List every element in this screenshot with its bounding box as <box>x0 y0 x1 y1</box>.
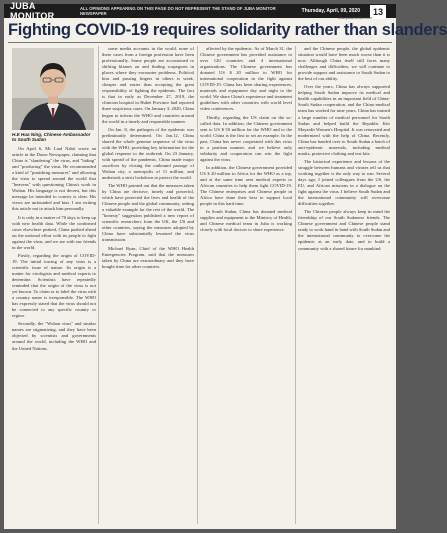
website-url: www.jubamonitor.com <box>337 16 372 20</box>
paragraph: Over the years, China has always supported helping South Sudan improve its medical and health capabilities in an important field of China-South Sudan cooperation, and the China medical team has worked for nine years. China has trained a large number of medical personnel for South Sudan and helped build the Republic Kiir Mayardit Women's Hospital. It was renovated and modernized with the help of China. Recently, China has handed over to South Sudan a batch of anti-epidemic materials, including medical masks, protective clothing and test kits. <box>298 84 390 156</box>
paragraph: and the Chinese people, the global epidemic situation would have been much worse than it is now. Although China itself still faces many challenges and difficulties, we will continue to provide support and assistance to South Sudan to the best of our ability. <box>298 46 390 82</box>
article-column-2 <box>102 46 194 527</box>
article-column-1 <box>12 146 96 526</box>
article-column-3 <box>200 46 292 527</box>
page-number: 13 <box>370 5 386 19</box>
opinion-disclaimer: ALL OPINIONS APPEARING ON THIS PAGE DO NOT REPRESENT THE STAND OF JUBA MONITOR NEWSPAPER <box>80 6 276 16</box>
issue-date: Thursday, April, 09, 2020 <box>301 8 360 14</box>
paragraph: The Chinese people always keep in mind the friendship of our South Sudanese friends. The Chinese government and Chinese people stand ready to work hand in hand with South Sudan and the international community to overcome the epidemic at an early date, and to build a community with a shared future for mankind. <box>298 209 390 251</box>
paragraph: The historical experience and lessons of the struggle between humans and viruses tell us that working together is the only way to win. Several days ago, I joined colleagues from the US, the EU, and African missions in a dialogue on the fight against the virus. I believe South Sudan and the international community will overcome difficulties together. <box>298 158 390 207</box>
paragraph: It is only in a matter of 70 days to keep up with new health data. While the confirmed cases elsewhere peaked, China pushed ahead on the national effort with its people to fight against the virus, and we are with our friends in the world. <box>12 214 96 250</box>
paragraph: In South Sudan, China has donated medical supplies and equipment to the Ministry of Health, and Chinese medical team in Juba is working closely with local doctors to share experience. <box>200 209 292 233</box>
paragraph: On Jan. 8, the pathogen of the epidemic was preliminarily determined. On Jan.12, China shared the whole genome sequence of the virus with the WHO, providing key information for the global response to the outbreak. On 23 January, with spread of the pandemic, China made major sacrifices by closing the outbound passage of Wuhan city, a metropolis of 11 million, and undertook a strict lockdown to protect the world. <box>102 126 194 180</box>
column-divider <box>197 46 198 524</box>
paragraph: Firstly, regarding the origin of COVID-19. The initial tracing of any virus is a scientific issue of nature. Its origin is a matter for virologists and medical experts to determine. Scientists have repeatedly reminded that the origin of the virus is not yet known. To claim or to label the virus with a country name is irresponsible. The WHO has expressly stated that the virus should not be connected to any specific country or region. <box>12 252 96 319</box>
article-column-4 <box>298 46 390 527</box>
paragraph: The WHO pointed out that the measures taken by China are decisive, timely and powerful, which have protected the lives and health of the Chinese people and the global community, setting a valuable example for the rest of the world. The "honesty" suggestion published a new report of scientific researchers from the UK, the US and other countries, saying the measures adopted by China have substantially lessened the virus transmission. <box>102 183 194 243</box>
paragraph: In addition, the Chinese government provided US $ 20 million to Africa for the WHO as a top, and at the same time sent medical experts to African countries to help them fight COVID-19. The Chinese enterprises and Chinese people in Africa have done their best to support local people in this hard time. <box>200 164 292 207</box>
column-divider <box>295 46 296 524</box>
paragraph: Thirdly, regarding the US claim on the so-called data. In addition, the Chinese government sent to US $ 50 million for the WHO and to the world. China is the first to set an example. In the past, China has never cooperated with this virus in a partisan manner, and we believe only solidarity and cooperation can win the fight against the virus. <box>200 114 292 162</box>
paragraph: some media accounts in the world, none of these cases from a foreign profession have been professionally. Some people are accustomed to shifting blames on and finding scapegoats in places where they encounter problems. Political bias and passing fingers in others is weak, cheaper and easier than accepting the great responsibility of fighting the epidemic. The fact is that in early as December 27, 2019, the clinician hospital in Hubei Province had reported three suspicious cases. On January 3, 2020, China began to inform the WHO and countries around the world in a timely and responsible manner. <box>102 46 194 124</box>
paragraph: affected by the epidemic. As of March 31, the Chinese government has provided assistance to over 120 countries and 4 international organizations. The Chinese government has donated US $ 20 million to WHO for international cooperation in the fight against COVID-19. China has been sharing experiences, materials and equipment day and night to the world. We share China's experience and treatment guidelines with other countries with world level video conferences. <box>200 46 292 112</box>
paragraph: On April 6, Mr Lual Nabii wrote an article in the Dawn Newspaper, claiming that China is "slandering" the virus, and "hiding" and "producing" the virus. He recommended a kind of "punishing measures" and allowing the virus to spread around the world that "heavens" with questioning China's work in Wuhan. His language is not decent, but this message he intended to convey is clear. His views are unfounded and bias. I am writing this article not to attack him personally. <box>12 146 96 212</box>
author-photo <box>12 48 94 130</box>
headline-rule <box>8 42 392 43</box>
headline: Fighting COVID-19 requires solidarity rather than slanders <box>8 21 447 39</box>
newspaper-name: JUBA MONITOR <box>10 1 55 21</box>
paragraph: Michael Ryan, Chief of the WHO Health Emergencies Program, said that the measures taken by China are extraordinary and they have bought time for other countries. <box>102 245 194 269</box>
newspaper-page <box>4 1 447 529</box>
column-divider <box>98 46 99 524</box>
photo-caption: H.E Hua Ning, Chinese Ambassador to South Sudan <box>12 132 91 143</box>
paragraph: Secondly, the "Wuhan virus" and similar names are stigmatizing, and they have been objected by scientists and governments around the world, including the WHO and the United Nations. <box>12 321 96 351</box>
